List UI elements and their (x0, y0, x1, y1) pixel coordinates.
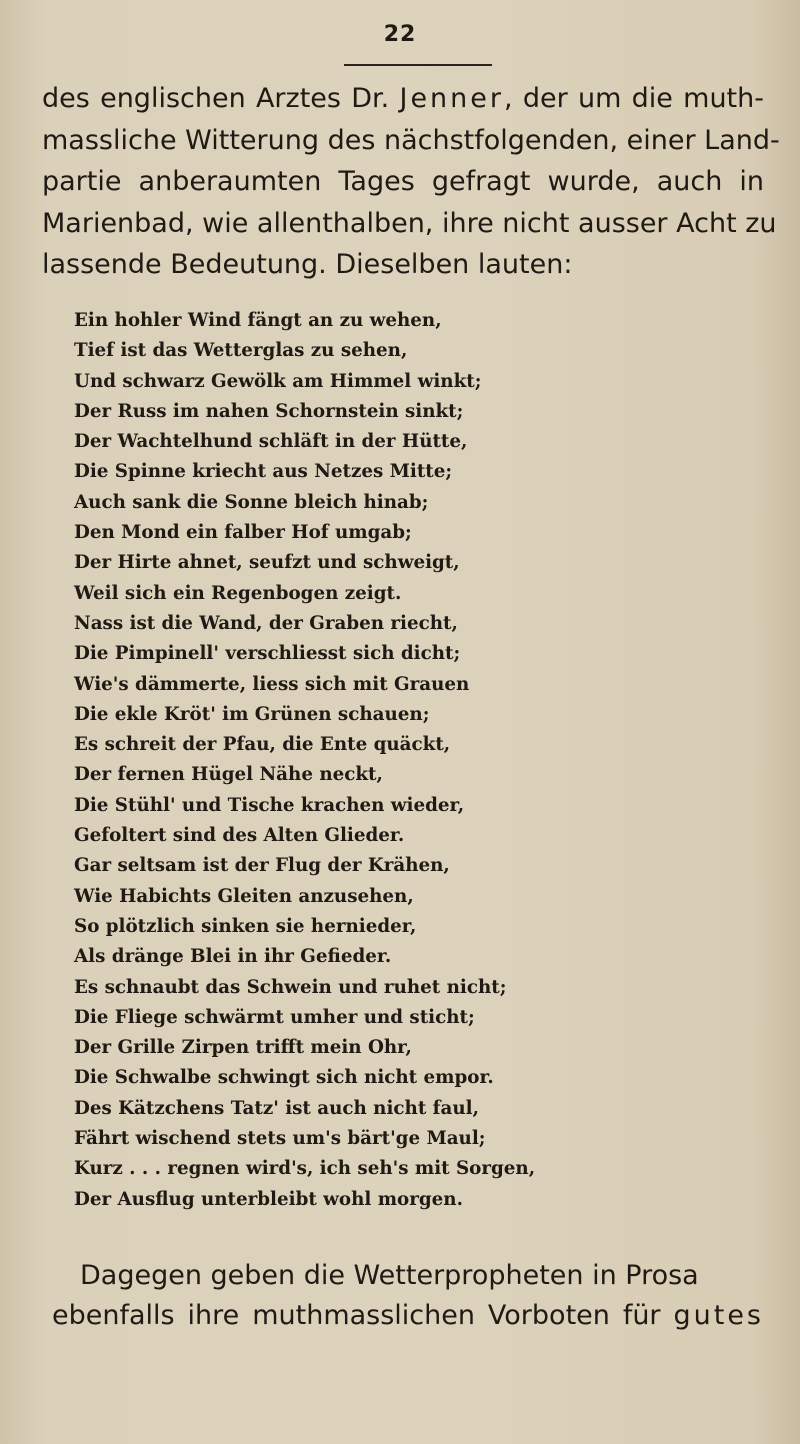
poem (74, 306, 754, 1215)
poem-verse: Die Pimpinell' verschliesst sich dicht; (74, 643, 461, 665)
closing-paragraph (52, 1256, 764, 1336)
poem-verse: Nass ist die Wand, der Graben riecht, (74, 612, 458, 634)
poem-verse: Auch sank die Sonne bleich hinab; (74, 491, 429, 513)
poem-verse: Die Schwalbe schwingt sich nicht empor. (74, 1067, 494, 1089)
poem-verse: Als dränge Blei in ihr Gefieder. (74, 946, 392, 968)
poem-verse: Die ekle Kröt' im Grünen schauen; (74, 703, 430, 725)
poem-verse: So plötzlich sinken sie hernieder, (74, 915, 417, 937)
intro-line: Marienbad, wie allenthalben, ihre nicht ausser Acht zu (42, 207, 777, 239)
poem-verse: Der Russ im nahen Schornstein sinkt; (74, 400, 464, 422)
intro-line: lassende Bedeutung. Dieselben lauten: (42, 249, 573, 280)
header-rule (344, 64, 492, 66)
poem-verse: Des Kätzchens Tatz' ist auch nicht faul, (74, 1097, 479, 1119)
poem-verse: Kurz . . . regnen wird's, ich seh's mit Sorgen, (74, 1158, 536, 1180)
poem-verse: Es schnaubt das Schwein und ruhet nicht; (74, 976, 507, 998)
intro-paragraph (42, 78, 780, 286)
poem-verse: Der Hirte ahnet, seufzt und schweigt, (74, 552, 460, 574)
poem-verse: Der Wachtelhund schläft in der Hütte, (74, 431, 468, 453)
poem-verse: Weil sich ein Regenbogen zeigt. (74, 582, 402, 604)
poem-verse: Der Grille Zirpen trifft mein Ohr, (74, 1037, 412, 1059)
poem-verse: Der fernen Hügel Nähe neckt, (74, 764, 383, 786)
poem-verse: Die Fliege schwärmt umher und sticht; (74, 1006, 475, 1028)
poem-verse: Es schreit der Pfau, die Ente quäckt, (74, 734, 451, 756)
poem-verse: Wie's dämmerte, liess sich mit Grauen (74, 673, 470, 695)
closing-line: Dagegen geben die Wetterpropheten in Prosa (80, 1260, 699, 1291)
poem-verse: Ein hohler Wind fängt an zu wehen, (74, 310, 442, 331)
author-name: Jenner (399, 83, 504, 114)
closing-line: ebenfalls ihre muthmasslichen Vorboten für gutes (52, 1300, 764, 1331)
poem-verse: Gar seltsam ist der Flug der Krähen, (74, 855, 450, 877)
page-number: 22 (383, 22, 417, 47)
poem-verse: Tief ist das Wetterglas zu sehen, (74, 340, 408, 362)
spaced-word: gutes (673, 1300, 764, 1331)
poem-verse: Gefoltert sind des Alten Glieder. (74, 825, 405, 847)
poem-verse: Wie Habichts Gleiten anzusehen, (74, 885, 414, 907)
poem-verse: Die Spinne kriecht aus Netzes Mitte; (74, 461, 453, 483)
intro-line: massliche Witterung des nächstfolgenden, einer Land- (42, 124, 780, 156)
poem-verse: Fährt wischend stets um's bärt'ge Maul; (74, 1128, 486, 1150)
poem-verse: Die Stühl' und Tische krachen wieder, (74, 794, 465, 816)
poem-verse: Den Mond ein falber Hof umgab; (74, 522, 412, 544)
poem-verse: Und schwarz Gewölk am Himmel winkt; (74, 370, 482, 392)
poem-verse: Der Ausflug unterbleibt wohl morgen. (74, 1188, 463, 1210)
intro-line: partie anberaumten Tages gefragt wurde, auch in (42, 166, 764, 197)
intro-line: des englischen Arztes Dr. Jenner, der um die muth- (42, 83, 764, 114)
